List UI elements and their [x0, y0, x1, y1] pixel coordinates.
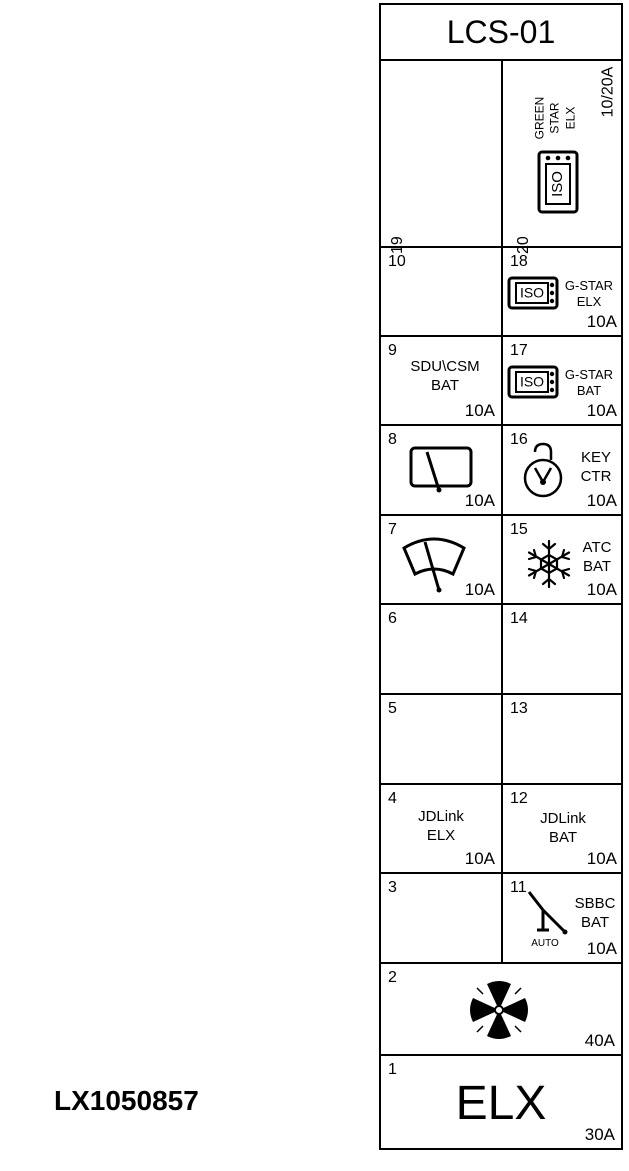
- fuse-amperage: 10A: [464, 849, 495, 868]
- fuse-10: [381, 248, 501, 335]
- fuse-amperage: 10A: [586, 491, 617, 510]
- fuse-label: SDU\CSM BAT: [410, 358, 480, 394]
- rear-wiper-icon: [409, 446, 473, 496]
- fuse-amperage: 30A: [584, 1125, 615, 1144]
- fuse-amperage: 10A: [586, 849, 617, 868]
- svg-text:AUTO: AUTO: [531, 938, 559, 949]
- fuse-label: ATC BAT: [582, 539, 612, 575]
- fuse-16: [503, 426, 623, 514]
- fuse-number: 16: [510, 431, 528, 448]
- fuse-19: [381, 61, 501, 254]
- svg-text:ISO: ISO: [519, 284, 545, 301]
- fuse-label: KEY CTR: [580, 449, 612, 485]
- fuse-label: JDLink BAT: [540, 810, 586, 846]
- fuse-panel: [379, 3, 623, 1150]
- fuse-number: 20: [515, 236, 532, 254]
- svg-text:ISO: ISO: [519, 373, 545, 390]
- fuse-label: GREEN STAR ELX: [532, 96, 578, 140]
- fuse-number: 19: [389, 236, 406, 254]
- fuse-amperage: 10A: [586, 939, 617, 958]
- fuse-8: [381, 426, 501, 514]
- fuse-label: JDLink ELX: [418, 808, 464, 844]
- fuse-13: [503, 695, 623, 783]
- fuse-amperage: 10A: [586, 401, 617, 420]
- fuse-amperage: 10/20A: [599, 66, 617, 118]
- fuse-label: G-STAR BAT: [564, 367, 614, 398]
- fuse-amperage: 10A: [464, 580, 495, 599]
- fuse-number: 2: [388, 969, 397, 986]
- fuse-amperage: 10A: [586, 312, 617, 331]
- fuse-number: 13: [510, 700, 528, 717]
- fuse-number: 15: [510, 521, 528, 538]
- fuse-number: 3: [388, 879, 397, 896]
- panel-title: LCS-01: [381, 5, 621, 61]
- fuse-17: [503, 337, 623, 424]
- fuse-amperage: 40A: [584, 1031, 615, 1050]
- fuse-2: [381, 964, 621, 1054]
- fuse-number: 18: [510, 253, 528, 270]
- fuse-5: [381, 695, 501, 783]
- fuse-label: SBBC BAT: [574, 895, 616, 931]
- fuse-11: [503, 874, 623, 962]
- snowflake-icon: [523, 538, 575, 590]
- fuse-9: [381, 337, 501, 424]
- fuse-number: 17: [510, 342, 528, 359]
- fuse-number: 12: [510, 790, 528, 807]
- fuse-number: 8: [388, 431, 397, 448]
- fuse-amperage: 10A: [586, 580, 617, 599]
- fuse-15: [503, 516, 623, 603]
- fuse-20: [503, 61, 623, 254]
- figure-code: LX1050857: [54, 1085, 199, 1116]
- fuse-number: 10: [388, 253, 406, 270]
- fuse-amperage: 10A: [464, 401, 495, 420]
- iso-relay-icon: [538, 151, 578, 213]
- auto-steer-icon: [523, 888, 571, 948]
- fuse-number: 9: [388, 342, 397, 359]
- fuse-amperage: 10A: [464, 491, 495, 510]
- fuse-number: 6: [388, 610, 397, 627]
- fuse-number: 5: [388, 700, 397, 717]
- fuse-number: 4: [388, 790, 397, 807]
- fuse-4: [381, 785, 501, 872]
- fuse-label: G-STAR ELX: [564, 278, 614, 309]
- fuse-number: 1: [388, 1061, 397, 1078]
- svg-text:ISO: ISO: [548, 171, 566, 197]
- fuse-number: 11: [510, 879, 527, 896]
- fuse-number: 7: [388, 521, 397, 538]
- fuse-7: [381, 516, 501, 603]
- fuse-3: [381, 874, 501, 962]
- iso-relay-icon: [508, 366, 558, 398]
- fuse-label: ELX: [455, 1077, 547, 1130]
- ignition-key-icon: [521, 442, 565, 500]
- fuse-1: [381, 1056, 621, 1148]
- fuse-14: [503, 605, 623, 693]
- fuse-12: [503, 785, 623, 872]
- fuse-6: [381, 605, 501, 693]
- iso-relay-icon: [508, 277, 558, 309]
- fuse-18: [503, 248, 623, 335]
- fuse-number: 14: [510, 610, 528, 627]
- windshield-wiper-icon: [401, 534, 467, 594]
- blower-fan-icon: [467, 978, 531, 1042]
